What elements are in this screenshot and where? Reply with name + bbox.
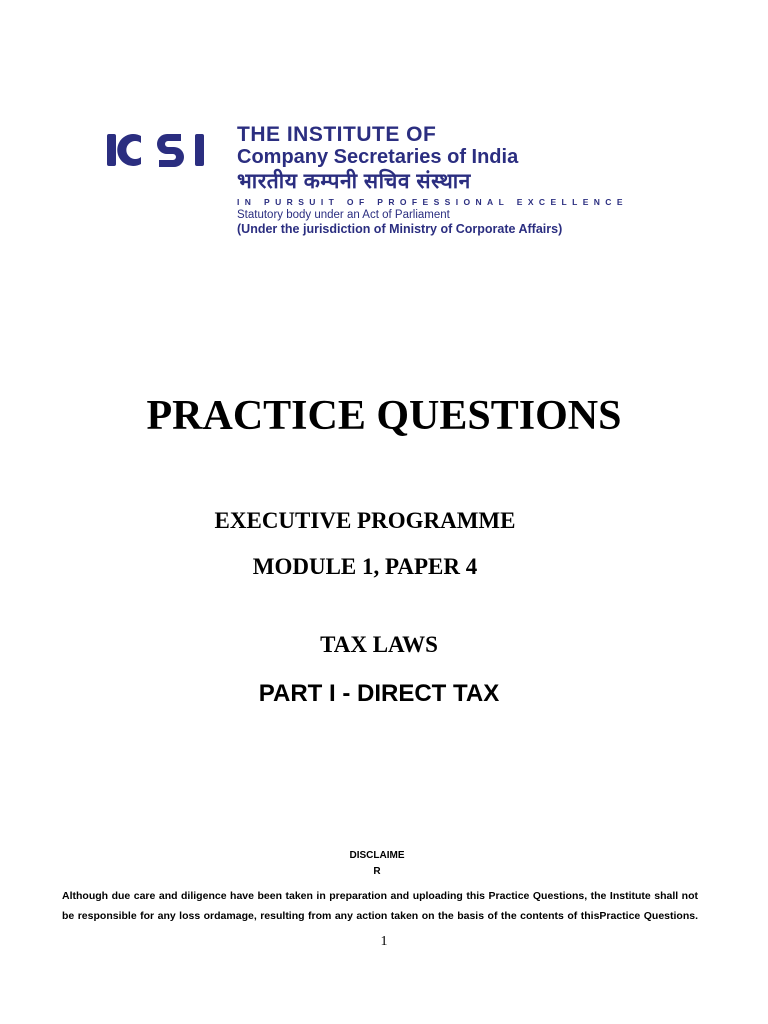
programme-heading: EXECUTIVE PROGRAMME [214, 508, 516, 533]
subject-heading: TAX LAWS [320, 632, 438, 657]
icsi-logo-mark [105, 128, 211, 172]
logo-institute-line: THE INSTITUTE OF [237, 123, 437, 146]
logo-jurisdiction-line: (Under the jurisdiction of Ministry of Corporate Affairs) [237, 222, 563, 236]
document-title: PRACTICE QUESTIONS [146, 393, 622, 439]
page-number: 1 [380, 934, 388, 949]
logo-statutory-line: Statutory body under an Act of Parliament [237, 209, 450, 221]
logo-hindi-line: भारतीय कम्पनी सचिव संस्थान [237, 170, 471, 193]
disclaimer-text: Although due care and diligence have been taken in preparation and uploading this Practice Questions, the Institute shall not be responsible for any loss ordamage, resulting from any action taken on the basis of the contents of thisPractice Questions. [62, 890, 698, 922]
icsi-logo [105, 124, 675, 244]
logo-wordmark [237, 124, 677, 237]
part-heading: PART I - DIRECT TAX [258, 680, 500, 707]
disclaimer-heading [340, 848, 414, 880]
disclaimer-heading-line2: R [373, 866, 381, 877]
disclaimer-heading-line1: DISCLAIME [349, 850, 405, 861]
logo-tagline: IN PURSUIT OF PROFESSIONAL EXCELLENCE [237, 197, 628, 207]
module-heading: MODULE 1, PAPER 4 [252, 554, 478, 579]
logo-name-line: Company Secretaries of India [237, 146, 519, 168]
